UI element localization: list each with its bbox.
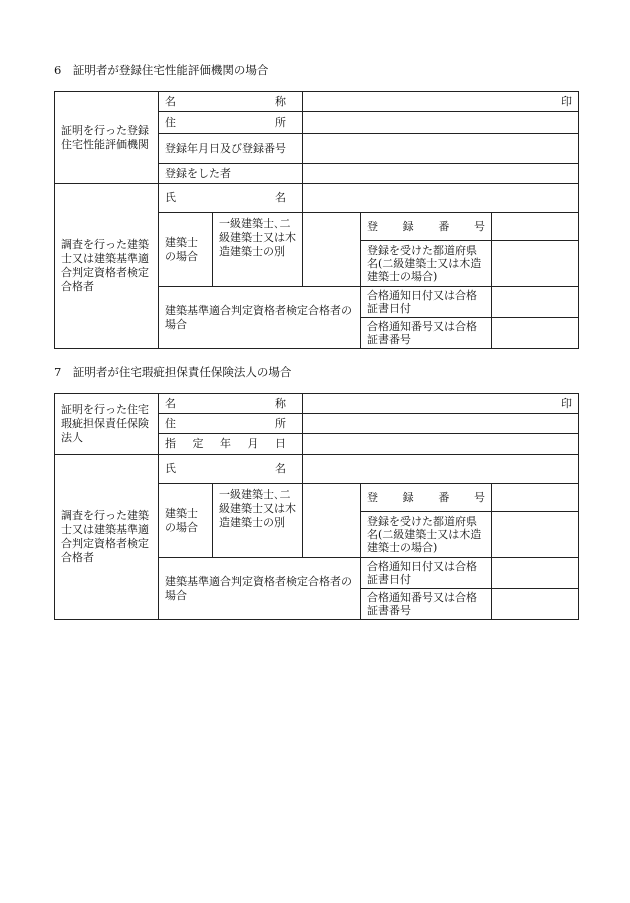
reg-number-value-field[interactable] xyxy=(492,213,579,241)
org-header-cell: 証明を行った登録住宅性能評価機関 xyxy=(55,92,159,184)
designation-date-value-field[interactable] xyxy=(303,434,579,455)
pass-number-value-field[interactable] xyxy=(492,318,579,349)
reg-number-label: 登 録 番 号 xyxy=(361,213,492,241)
section-6-table xyxy=(54,91,579,349)
inspector-case-label: 建築基準適合判定資格者検定合格者の場合 xyxy=(159,287,361,349)
pass-number-value-field[interactable] xyxy=(492,589,579,620)
seal-mark: 印 xyxy=(561,94,572,108)
reg-date-value-field[interactable] xyxy=(303,134,579,164)
address-label: 住 所 xyxy=(159,414,303,434)
pass-date-value-field[interactable] xyxy=(492,558,579,589)
section-6-title: 6 証明者が登録住宅性能評価機関の場合 xyxy=(54,63,269,77)
prefecture-label: 登録を受けた都道府県名(二級建築士又は木造建築士の場合) xyxy=(361,512,492,558)
name-value-field[interactable] xyxy=(303,394,579,414)
architect-case-label: 建築士の場合 xyxy=(159,213,213,287)
prefecture-value-field[interactable] xyxy=(492,241,579,287)
designation-date-label: 指 定 年 月 日 xyxy=(159,434,303,455)
inspector-header-cell: 調査を行った建築士又は建築基準適合判定資格者検定合格者 xyxy=(55,184,159,349)
org-header-cell: 証明を行った住宅瑕疵担保責任保険法人 xyxy=(55,394,159,455)
seal-mark: 印 xyxy=(561,396,572,410)
registrant-value-field[interactable] xyxy=(303,164,579,184)
name-label: 名 称 xyxy=(159,394,303,414)
reg-number-value-field[interactable] xyxy=(492,484,579,512)
pass-date-value-field[interactable] xyxy=(492,287,579,318)
name-label: 名 称 xyxy=(159,92,303,112)
person-name-label: 氏 名 xyxy=(159,184,303,213)
prefecture-label: 登録を受けた都道府県名(二級建築士又は木造建築士の場合) xyxy=(361,241,492,287)
person-name-value-field[interactable] xyxy=(303,455,579,484)
prefecture-value-field[interactable] xyxy=(492,512,579,558)
pass-date-label: 合格通知日付又は合格証書日付 xyxy=(361,287,492,318)
inspector-header-cell: 調査を行った建築士又は建築基準適合判定資格者検定合格者 xyxy=(55,455,159,620)
section-7-title: 7 証明者が住宅瑕疵担保責任保険法人の場合 xyxy=(54,365,292,379)
person-name-label: 氏 名 xyxy=(159,455,303,484)
architect-class-label: 一級建築士､二級建築士又は木造建築士の別 xyxy=(213,213,303,287)
name-value-field[interactable] xyxy=(303,92,579,112)
section-7-table xyxy=(54,393,579,620)
pass-date-label: 合格通知日付又は合格証書日付 xyxy=(361,558,492,589)
address-label: 住 所 xyxy=(159,112,303,134)
pass-number-label: 合格通知番号又は合格証書番号 xyxy=(361,589,492,620)
reg-date-label: 登録年月日及び登録番号 xyxy=(159,134,303,164)
reg-number-label: 登 録 番 号 xyxy=(361,484,492,512)
architect-class-label: 一級建築士､二級建築士又は木造建築士の別 xyxy=(213,484,303,558)
architect-class-value-field[interactable] xyxy=(303,213,361,287)
person-name-value-field[interactable] xyxy=(303,184,579,213)
registrant-label: 登録をした者 xyxy=(159,164,303,184)
architect-class-value-field[interactable] xyxy=(303,484,361,558)
inspector-case-label: 建築基準適合判定資格者検定合格者の場合 xyxy=(159,558,361,620)
architect-case-label: 建築士の場合 xyxy=(159,484,213,558)
address-value-field[interactable] xyxy=(303,414,579,434)
pass-number-label: 合格通知番号又は合格証書番号 xyxy=(361,318,492,349)
address-value-field[interactable] xyxy=(303,112,579,134)
